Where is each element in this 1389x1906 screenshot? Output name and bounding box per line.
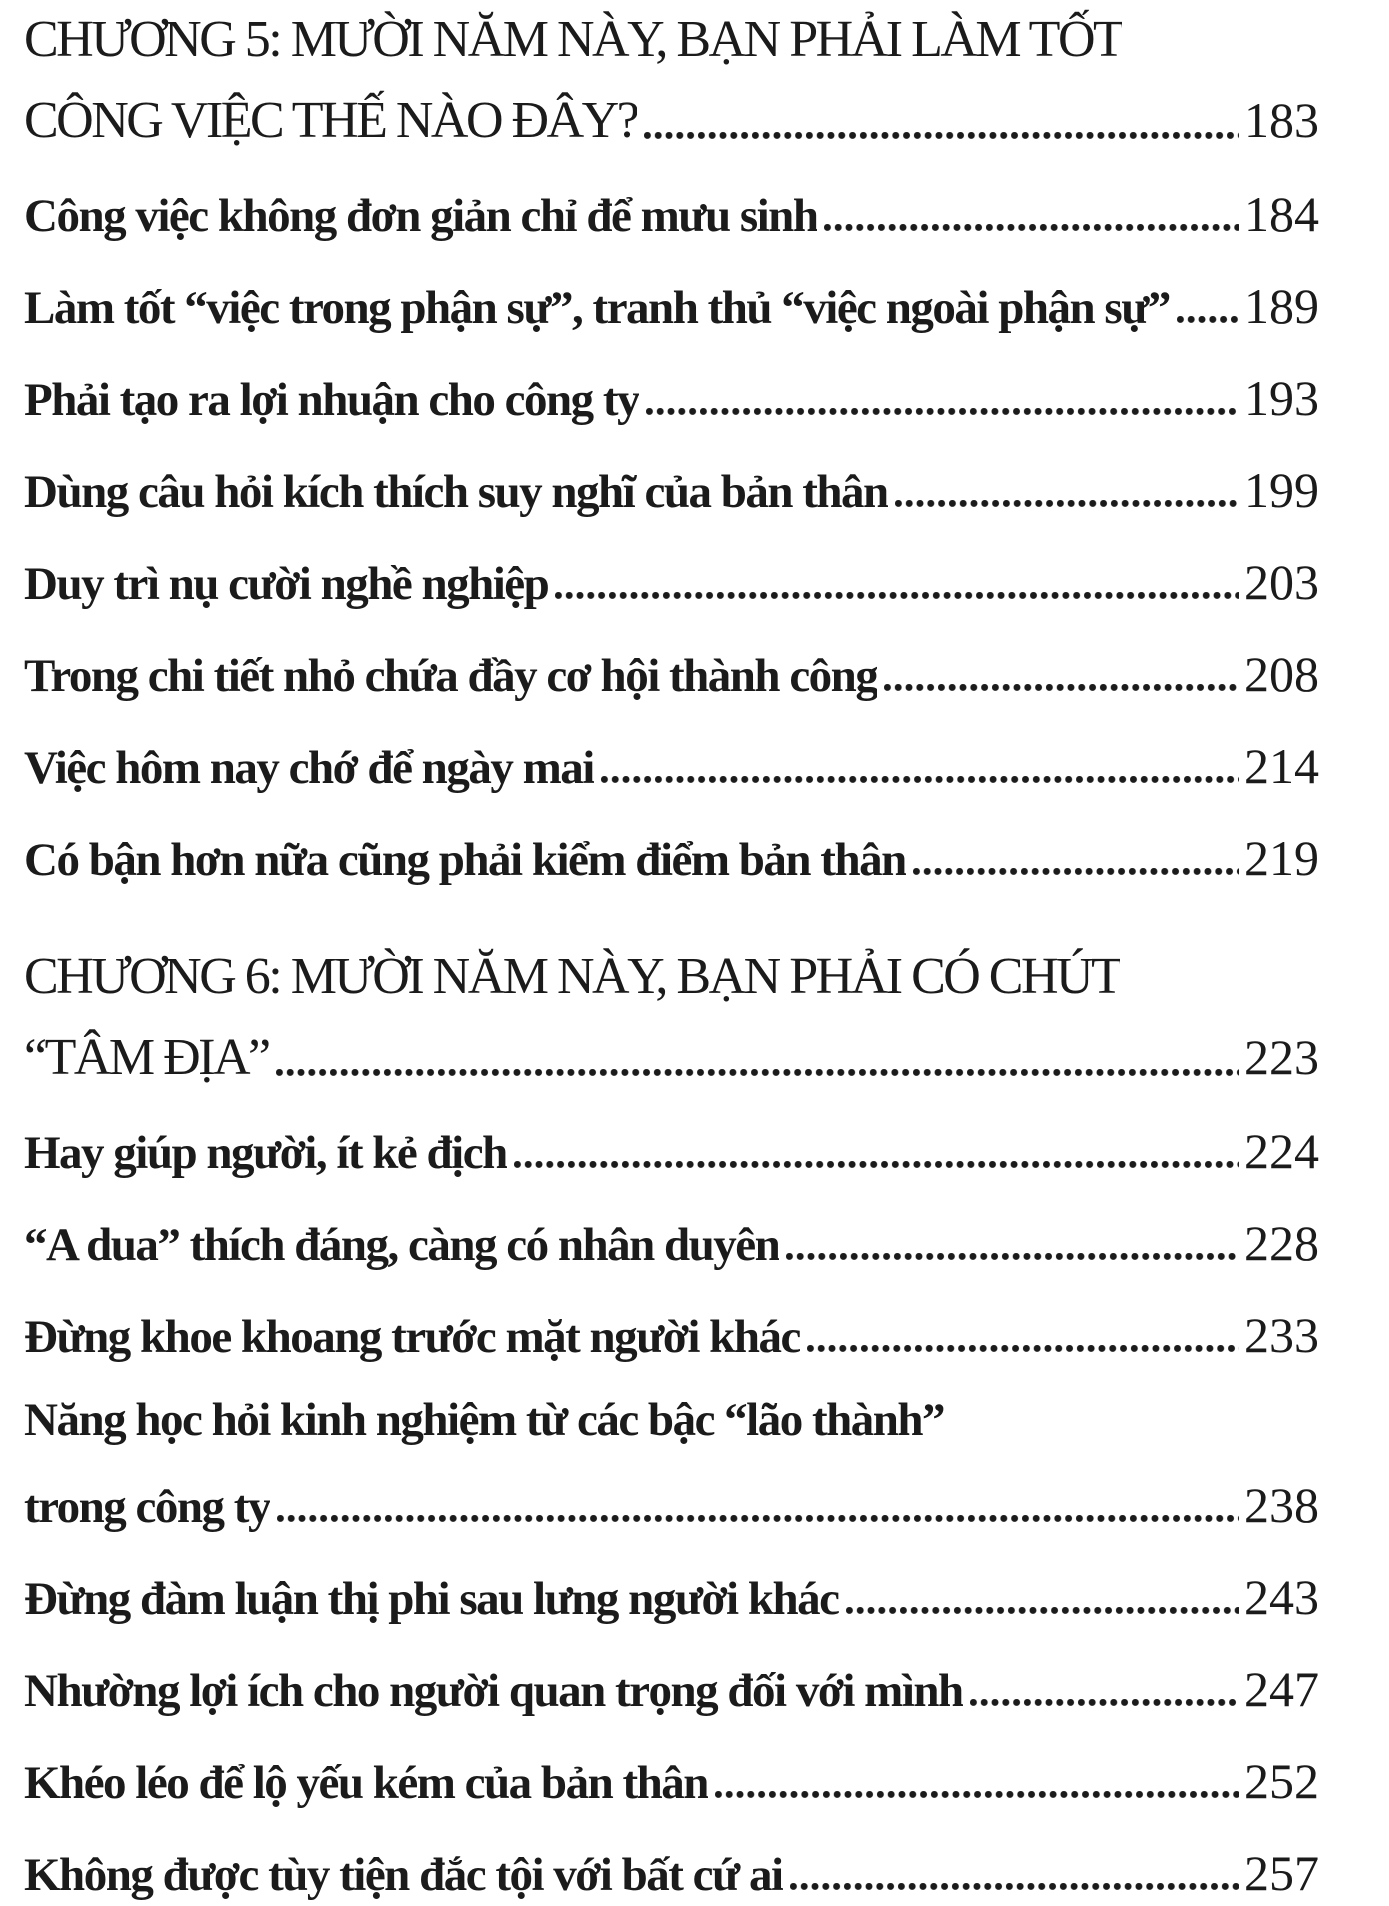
toc-entry-row	[24, 1827, 1319, 1906]
toc-entry-row	[24, 1459, 1319, 1551]
entry-title: Năng học hỏi kinh nghiệm từ các bậc “lão thành”	[24, 1394, 945, 1446]
page-number: 189	[1244, 278, 1319, 334]
page-number: 214	[1244, 738, 1319, 794]
toc-entry-row	[24, 628, 1319, 720]
toc-entry-row	[24, 1381, 1319, 1459]
entry-title: Có bận hơn nữa cũng phải kiểm điểm bản thân	[24, 834, 906, 886]
page-number: 238	[1244, 1477, 1319, 1533]
entry-title: Khéo léo để lộ yếu kém của bản thân	[24, 1757, 708, 1809]
entry-title: Đừng khoe khoang trước mặt người khác	[24, 1311, 800, 1363]
chapter-heading-line	[24, 937, 1319, 1017]
entry-title: Trong chi tiết nhỏ chứa đầy cơ hội thành công	[24, 650, 878, 702]
dot-leader	[970, 1643, 1239, 1735]
entry-title: Hay giúp người, ít kẻ địch	[24, 1127, 507, 1179]
toc-section	[24, 0, 1319, 904]
dot-leader	[646, 352, 1239, 444]
chapter-heading-line	[24, 0, 1319, 80]
chapter-heading-line	[24, 1017, 1319, 1097]
dot-leader	[786, 1197, 1239, 1289]
page-number: 183	[1244, 92, 1319, 148]
page-number: 219	[1244, 830, 1319, 886]
toc-entry-row	[24, 1289, 1319, 1381]
toc-entry-row	[24, 352, 1319, 444]
chapter-heading-text: “TÂM ĐỊA”	[24, 1029, 269, 1086]
toc-entry-row	[24, 168, 1319, 260]
page-number: 247	[1244, 1661, 1319, 1717]
toc-entries	[24, 1105, 1319, 1906]
toc-entry-row	[24, 1105, 1319, 1197]
entry-title: Duy trì nụ cười nghề nghiệp	[24, 558, 549, 610]
dot-leader	[555, 536, 1239, 628]
page-number: 257	[1244, 1845, 1319, 1901]
entry-title: trong công ty	[24, 1481, 270, 1533]
toc-section	[24, 937, 1319, 1906]
chapter-heading-text: CHƯƠNG 5: MƯỜI NĂM NÀY, BẠN PHẢI LÀM TỐT	[24, 11, 1123, 68]
dot-leader	[895, 444, 1239, 536]
page-number: 184	[1244, 186, 1319, 242]
dot-leader	[277, 1459, 1239, 1551]
dot-leader	[790, 1827, 1239, 1906]
toc-entry-row	[24, 444, 1319, 536]
dot-leader	[807, 1289, 1239, 1381]
entry-title: Dùng câu hỏi kích thích suy nghĩ của bản thân	[24, 466, 888, 518]
dot-leader	[715, 1735, 1239, 1827]
page-number: 224	[1244, 1123, 1319, 1179]
page-number: 252	[1244, 1753, 1319, 1809]
page-number: 208	[1244, 646, 1319, 702]
entry-title: Đừng đàm luận thị phi sau lưng người khác	[24, 1573, 839, 1625]
dot-leader	[1177, 260, 1239, 352]
dot-leader	[514, 1105, 1239, 1197]
toc-entry-row	[24, 812, 1319, 904]
entry-title: “A dua” thích đáng, càng có nhân duyên	[24, 1219, 780, 1271]
entry-title: Phải tạo ra lợi nhuận cho công ty	[24, 374, 640, 426]
dot-leader	[276, 1017, 1239, 1097]
entry-title: Nhường lợi ích cho người quan trọng đối với mình	[24, 1665, 963, 1717]
page-number: 203	[1244, 554, 1319, 610]
page-number: 233	[1244, 1307, 1319, 1363]
page-number: 243	[1244, 1569, 1319, 1625]
page-number: 228	[1244, 1215, 1319, 1271]
dot-leader	[913, 812, 1239, 904]
page-number: 193	[1244, 370, 1319, 426]
dot-leader	[644, 80, 1239, 160]
chapter-heading-text: CHƯƠNG 6: MƯỜI NĂM NÀY, BẠN PHẢI CÓ CHÚT	[24, 948, 1121, 1005]
entry-title: Không được tùy tiện đắc tội với bất cứ ai	[24, 1849, 783, 1901]
toc-entries	[24, 168, 1319, 904]
dot-leader	[824, 168, 1239, 260]
chapter-heading-line	[24, 80, 1319, 160]
toc-entry-row	[24, 1551, 1319, 1643]
toc-entry-row	[24, 1197, 1319, 1289]
page-number: 223	[1244, 1029, 1319, 1085]
entry-title: Công việc không đơn giản chỉ để mưu sinh	[24, 190, 818, 242]
chapter-heading-text: CÔNG VIỆC THẾ NÀO ĐÂY?	[24, 92, 638, 149]
toc-entry-row	[24, 536, 1319, 628]
toc-entry-row	[24, 1643, 1319, 1735]
toc-entry-row	[24, 260, 1319, 352]
entry-title: Làm tốt “việc trong phận sự”, tranh thủ “việc ngoài phận sự”	[24, 282, 1170, 334]
toc-entry-row	[24, 720, 1319, 812]
toc-entry-row	[24, 1735, 1319, 1827]
entry-title: Việc hôm nay chớ để ngày mai	[24, 742, 594, 794]
dot-leader	[884, 628, 1239, 720]
page-number: 199	[1244, 462, 1319, 518]
dot-leader	[601, 720, 1239, 812]
dot-leader	[846, 1551, 1240, 1643]
